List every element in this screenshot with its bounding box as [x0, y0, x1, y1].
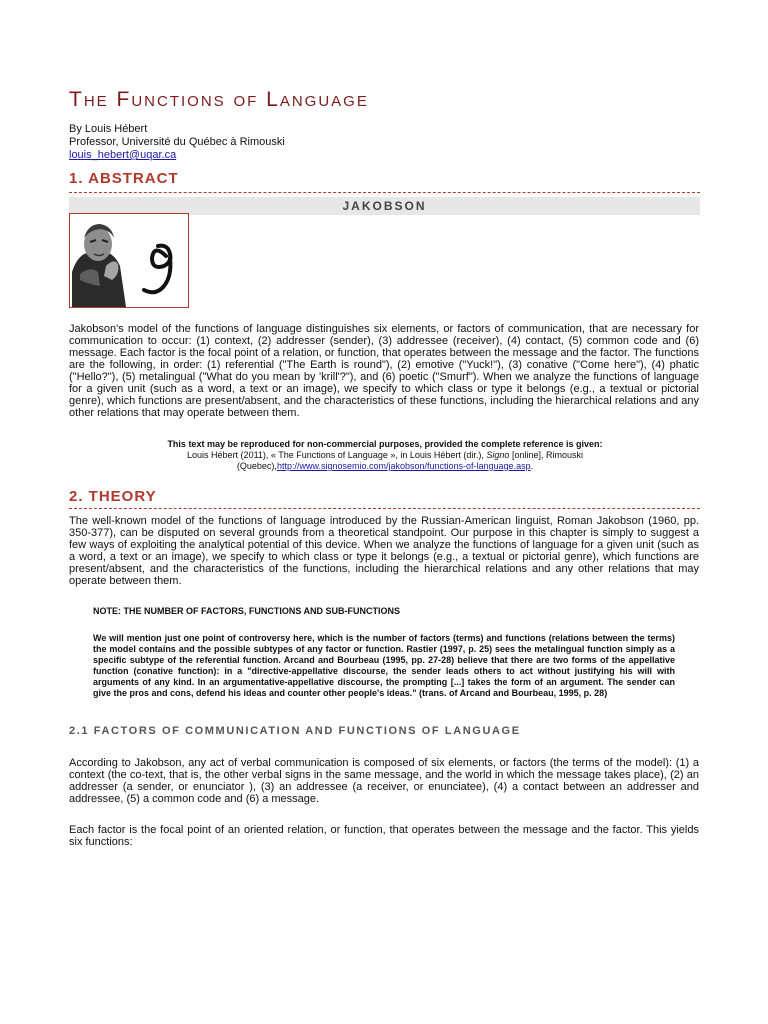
- jakobson-portrait-image: [70, 214, 129, 307]
- page-title: The Functions of Language: [69, 88, 369, 111]
- functions-paragraph: Each factor is the focal point of an oriented relation, or function, that operates between the message and the factor. This yields six functions:: [69, 824, 699, 848]
- section-heading-theory: 2. THEORY: [69, 488, 157, 505]
- reproduction-note: [140, 439, 630, 472]
- citation-text: Louis Hébert (2011), « The Functions of Language », in Louis Hébert (dir.),: [187, 450, 484, 460]
- subsection-heading: 2.1 FACTORS OF COMMUNICATION AND FUNCTIONS OF LANGUAGE: [69, 725, 521, 737]
- byline: [69, 123, 285, 162]
- note-title: NOTE: THE NUMBER OF FACTORS, FUNCTIONS AND SUB-FUNCTIONS: [93, 606, 400, 616]
- jakobson-figure: [69, 213, 189, 308]
- citation-url-link[interactable]: http://www.signosemio.com/jakobson/functions-of-language.asp: [276, 461, 531, 471]
- note-body: We will mention just one point of controversy here, which is the number of factors (terms) and functions (relations between the terms) the model contains and the possible subtypes of any factor or function. Rastier (1997, p. 25) sees the metalingual function simply as a specific subtype of the referential function. Arcand and Bourbeau (1995, pp. 27-28) believe that there are two forms of the appellative function (conative function): in a "directive-appellative discourse, the sender leads others to act without justifying his will with arguments of any kind. In an argumentative-appellative discourse, the prompting [...] takes the form of an argument. The sender can give the pros and cons, defend his ideas and counter other people's ideas." (trans. of Arcand and Bourbeau, 1995, p. 28): [93, 633, 675, 698]
- citation-text-2: [online], Rimouski (Quebec),: [236, 450, 583, 471]
- reproduction-note-text: This text may be reproduced for non-commercial purposes, provided the complete reference is given:: [167, 439, 603, 449]
- jakobson-glyph-image: [130, 214, 188, 307]
- jakobson-bar: JAKOBSON: [69, 197, 700, 215]
- citation-signo: Signo: [486, 450, 510, 460]
- section-heading-abstract: 1. ABSTRACT: [69, 170, 179, 187]
- section-divider: [69, 508, 700, 509]
- affiliation-line: Professor, Université du Québec à Rimouski: [69, 136, 285, 148]
- section-divider: [69, 192, 700, 193]
- theory-paragraph: The well-known model of the functions of language introduced by the Russian-American linguist, Roman Jakobson (1960, pp. 350-377), can be disputed on several grounds from a theoretical standpoint. Our purpose in this chapter is simply to suggest a few ways of exploiting the analytical potential of this device. When we analyze the functions of language for a given unit (such as a word, a text or an image), we specify to which class or type it belongs (e.g., a textual or pictorial genre), which functions are present/absent, and the characteristics of the functions, including the hierarchical relations and any other relations that may operate between them.: [69, 515, 699, 587]
- author-line: By Louis Hébert: [69, 123, 148, 135]
- citation-end: .: [530, 461, 534, 471]
- factors-paragraph: According to Jakobson, any act of verbal communication is composed of six elements, or factors (the terms of the model): (1) a context (the co-text, that is, the other verbal signs in the same message, and the world in which the message takes place), (2) an addresser (a sender, or enunciator ), (3) an addressee (a receiver, or enunciatee), (4) a contact between an addresser and addressee, (5) a common code and (6) a message.: [69, 757, 699, 805]
- abstract-paragraph: Jakobson's model of the functions of language distinguishes six elements, or factors of communication, that are necessary for communication to occur: (1) context, (2) addresser (sender), (3) addressee (receiver), (4) contact, (5) common code and (6) message. Each factor is the focal point of a relation, or function, that operates between the message and the factor. The functions are the following, in order: (1) referential ("The Earth is round"), (2) emotive ("Yuck!"), (3) conative ("Come here"), (4) phatic ("Hello?"), (5) metalingual ("What do you mean by 'krill'?"), and (6) poetic ("Smurf"). When we analyze the functions of language for a given unit (such as a word, a text or an image), we specify to which class or type it belongs (e.g., a textual or pictorial genre), which functions are present/absent, and the characteristics of these functions, including the hierarchical relations and any other relations that may operate between them.: [69, 323, 699, 419]
- author-email-link[interactable]: louis_hebert@uqar.ca: [69, 149, 177, 161]
